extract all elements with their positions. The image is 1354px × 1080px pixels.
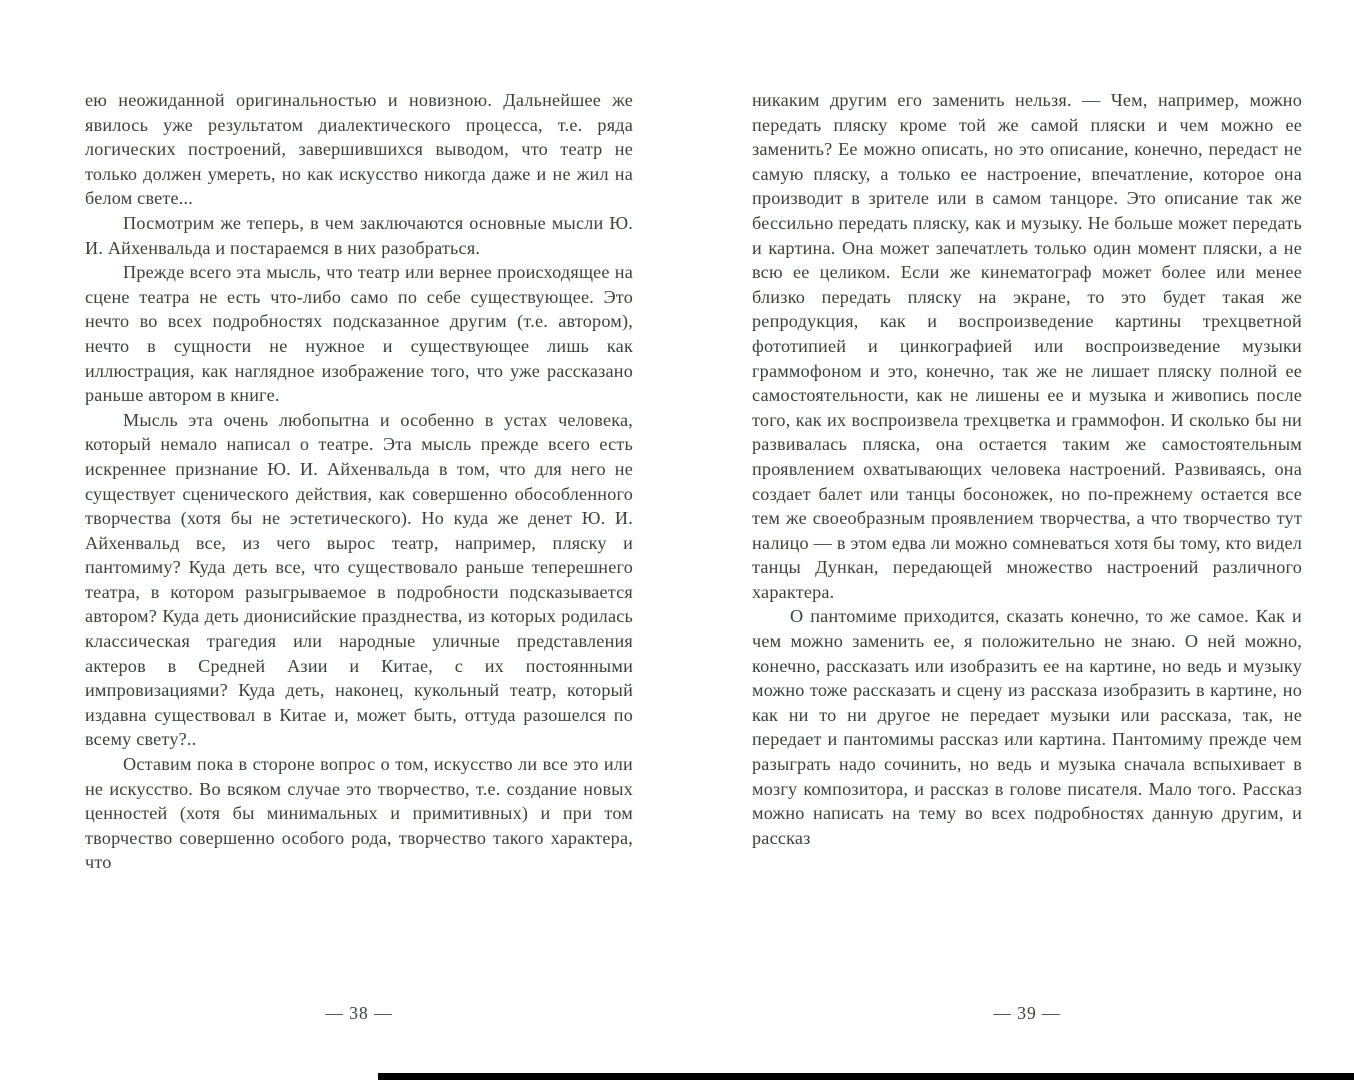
paragraph: О пантомиме приходится, сказать конечно, то же самое. Как и чем можно заменить ее, я положительно не знаю. О ней можно, конечно, рассказать или изобразить ее на картине, но ведь и музыку можно тоже рассказать и сцену из рассказа изобразить в картине, но как ни то ни другое не передает музыки или рассказа, так, не передает и пантомимы рассказ или картина. Пантомиму прежде чем разыграть надо сочинить, но ведь и музыка сначала вспыхивает в мозгу композитора, и рассказ в голове писателя. Мало того. Рассказ можно написать на тему во всех подробностях данную другим, и рассказ: [752, 606, 1302, 848]
page-right-text: [752, 88, 1302, 850]
page-left-text: [85, 88, 633, 875]
paragraph: Прежде всего эта мысль, что театр или вернее происходящее на сцене театра не есть что-либо само по себе существующее. Это нечто во всех подробностях подсказанное другим (т.е. автором), нечто в сущности не нужное и существующее лишь как иллюстрация, как наглядное изображение того, что уже рассказано раньше автором в книге.: [85, 262, 633, 406]
page-number-right: — 39 —: [993, 1003, 1061, 1023]
paragraph: Посмотрим же теперь, в чем заключаются основные мысли Ю. И. Айхенвальда и постараемся в них разобраться.: [85, 212, 633, 258]
scan-artifact-bar: [378, 1073, 1354, 1080]
paragraph: никаким другим его заменить нельзя. — Чем, например, можно передать пляску кроме той же самой пляски и чем можно ее заменить? Ее можно описать, но это описание, конечно, передаст не самую пляску, а только ее настроение, впечатление, которое она производит в зрителе или в самом танцоре. Это описание так же бессильно передать пляску, как и музыку. Не больше может передать и картина. Она может запечатлеть только один момент пляски, а не всю ее целиком. Если же кинематограф может более или менее близко передать пляску на экране, то это будет такая же репродукция, как и воспроизведение картины трехцветной фототипией и цинкографией или воспроизведение музыки граммофоном и это, конечно, так же не лишает пляску полной ее самостоятельности, как не лишены ее и музыка и живопись после того, как их воспроизвела трехцветка и граммофон. И сколько бы ни развивалась пляска, она остается таким же самостоятельным проявлением охватывающих человека настроений. Развиваясь, она создает балет или танцы босоножек, но по-прежнему остается все тем же своеобразным проявлением творчества, а что творчество тут налицо — в этом едва ли можно сомневаться хотя бы тому, кто видел танцы Дункан, передающей множество настроений различного характера.: [752, 90, 1302, 602]
paragraph: ею неожиданной оригинальностью и новизною. Дальнейшее же явилось уже результатом диалектического процесса, т.е. ряда логических построений, завершившихся выводом, что театр не только должен умереть, но как искусство никогда даже и не жил на белом свете...: [85, 90, 633, 209]
paragraph: Мысль эта очень любопытна и особенно в устах человека, который немало написал о театре. Эта мысль прежде всего есть искреннее признание Ю. И. Айхенвальда в том, что для него не существует сценического действия, как совершенно обособленного творчества (хотя бы не эстетического). Но куда же денет Ю. И. Айхенвальд все, из чего вырос театр, например, пляску и пантомиму? Куда деть все, что существовало раньше теперешнего театра, в котором разыгрываемое в подробности подсказывается автором? Куда деть дионисийские празднества, из которых родилась классическая трагедия или народные уличные представления актеров в Средней Азии и Китае, с их постоянными импровизациями? Куда деть, наконец, кукольный театр, который издавна существовал в Китае и, может быть, оттуда разошелся по всему свету?..: [85, 409, 633, 750]
page-number-left: — 38 —: [325, 1003, 393, 1023]
paragraph: Оставим пока в стороне вопрос о том, искусство ли все это или не искусство. Во всяком случае это творчество, т.е. создание новых ценностей (хотя бы минимальных и примитивных) и при том творчество совершенно особого рода, творчество такого характера, что: [85, 754, 633, 873]
